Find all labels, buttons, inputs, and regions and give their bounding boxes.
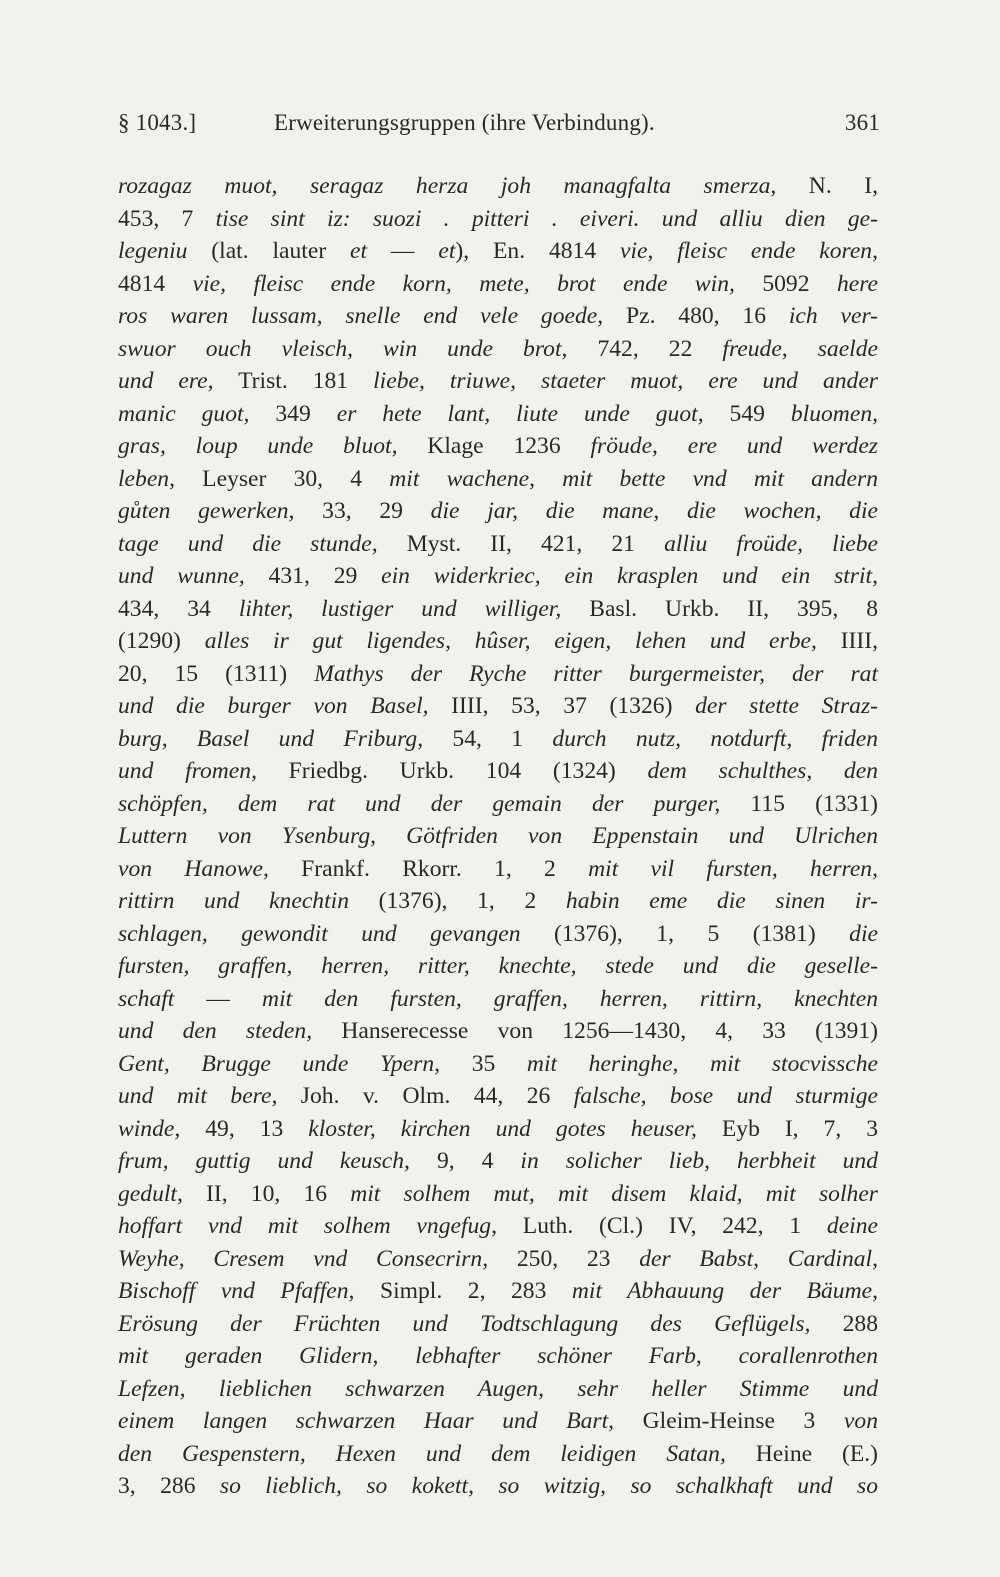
text-line bbox=[118, 1178, 878, 1211]
roman-text: Frankf. Rkorr. 1, 2 bbox=[268, 855, 589, 882]
italic-text: ein widerkriec, ein krasplen und ein strit, bbox=[381, 563, 879, 589]
italic-text: swuor ouch vleisch, win unde brot, bbox=[118, 335, 568, 362]
roman-text: N. I, bbox=[776, 173, 878, 199]
italic-text: ros waren lussam, snelle end vele goede, bbox=[118, 303, 604, 329]
italic-text: kloster, kirchen und gotes heuser, bbox=[308, 1115, 697, 1142]
italic-text: mit geraden Glidern, lebhafter schöner Farb, corallenrothen bbox=[118, 1343, 878, 1369]
italic-text: freude, saelde bbox=[722, 335, 878, 362]
italic-text: fursten, graffen, herren, ritter, knechte, stede und die geselle- bbox=[118, 953, 878, 979]
roman-text: 349 bbox=[249, 400, 337, 427]
roman-text: 5092 bbox=[734, 270, 837, 297]
roman-text: 20, 15 (1311) bbox=[118, 660, 315, 687]
italic-text: mit heringhe, mit stocvissche bbox=[526, 1050, 878, 1077]
page-number: 361 bbox=[844, 110, 880, 135]
roman-text: 54, 1 bbox=[423, 725, 553, 752]
italic-text: gedult, bbox=[118, 1180, 183, 1207]
roman-text: 3, 286 bbox=[118, 1473, 220, 1499]
italic-text: und mit bere, bbox=[118, 1083, 278, 1109]
text-line bbox=[118, 495, 878, 528]
italic-text: Luttern von Ysenburg, Götfriden von Eppenstain und Ulrichen bbox=[118, 823, 878, 849]
text-line bbox=[118, 950, 878, 983]
roman-text: 549 bbox=[703, 400, 791, 427]
text-line bbox=[118, 918, 878, 951]
text-line bbox=[118, 593, 878, 626]
text-line bbox=[118, 1113, 878, 1146]
italic-text: schöpfen, dem rat und der gemain der purger, bbox=[118, 790, 721, 817]
italic-text: winde, bbox=[118, 1115, 181, 1142]
italic-text: und die burger von Basel, bbox=[118, 693, 429, 719]
roman-text: — bbox=[174, 985, 263, 1012]
italic-text: so lieblich, so kokett, so witzig, so schalkhaft und so bbox=[219, 1473, 878, 1499]
italic-text: fröude, ere und werdez bbox=[590, 433, 878, 459]
italic-text: die bbox=[849, 920, 878, 947]
roman-text: Friedbg. Urkb. 104 (1324) bbox=[256, 758, 648, 784]
text-line bbox=[118, 300, 878, 333]
text-line bbox=[118, 1080, 878, 1113]
italic-text: ich ver- bbox=[788, 303, 879, 329]
italic-text: und den steden, bbox=[118, 1018, 313, 1044]
italic-text: schaft bbox=[118, 985, 175, 1012]
italic-text: lihter, lustiger und williger, bbox=[238, 595, 562, 622]
text-line bbox=[118, 1015, 878, 1048]
text-line bbox=[118, 820, 878, 853]
text-line bbox=[118, 1438, 878, 1471]
italic-text: rozagaz muot, seragaz herza joh managfalta smerza, bbox=[118, 173, 777, 199]
roman-text: 33, 29 bbox=[294, 498, 431, 524]
text-line bbox=[118, 268, 878, 301]
italic-text: tage und die stunde, bbox=[118, 530, 378, 557]
roman-text: (1376), 1, 2 bbox=[349, 888, 566, 914]
roman-text: IIII, 53, 37 (1326) bbox=[428, 693, 696, 719]
roman-text: 434, 34 bbox=[118, 595, 239, 622]
text-line bbox=[118, 983, 878, 1016]
roman-text: IIII, bbox=[816, 628, 878, 654]
italic-text: durch nutz, notdurft, friden bbox=[552, 725, 879, 752]
text-line bbox=[118, 1470, 878, 1503]
italic-text: et bbox=[350, 238, 368, 264]
roman-text: Leyser 30, 4 bbox=[175, 465, 390, 492]
italic-text: et bbox=[438, 238, 456, 264]
italic-text: falsche, bose und sturmige bbox=[573, 1083, 878, 1109]
italic-text: Weyhe, Cresem vnd Consecrirn, bbox=[118, 1245, 489, 1272]
roman-text: Luth. (Cl.) IV, 242, 1 bbox=[497, 1213, 827, 1239]
text-line bbox=[118, 625, 878, 658]
italic-text: habin eme die sinen ir- bbox=[565, 888, 878, 914]
italic-text: mit Abhauung der Bäume, bbox=[571, 1278, 879, 1304]
text-line bbox=[118, 723, 878, 756]
italic-text: Mathys der Ryche ritter burgermeister, der rat bbox=[314, 660, 878, 687]
italic-text: von Hanowe, bbox=[118, 855, 269, 882]
text-line bbox=[118, 658, 878, 691]
roman-text: Trist. 181 bbox=[213, 368, 374, 394]
italic-text: von bbox=[843, 1408, 878, 1434]
italic-text: der Babst, Cardinal, bbox=[639, 1245, 879, 1272]
italic-text: schlagen, gewondit und gevangen bbox=[118, 920, 521, 947]
roman-text: Gleim-Heinse 3 bbox=[614, 1408, 844, 1434]
italic-text: in solicher lieb, herbheit und bbox=[520, 1148, 879, 1174]
text-line bbox=[118, 365, 878, 398]
italic-text: dem schulthes, den bbox=[647, 758, 878, 784]
italic-text: hoffart vnd mit solhem vngefug, bbox=[118, 1213, 498, 1239]
italic-text: mit wachene, mit bette vnd mit andern bbox=[389, 465, 878, 492]
text-line bbox=[118, 1210, 878, 1243]
italic-text: tise sint iz: suozi . pitteri . eiveri. und alliu dien ge- bbox=[215, 205, 878, 232]
italic-text: manic guot, bbox=[118, 400, 250, 427]
italic-text: Gent, Brugge unde Ypern, bbox=[118, 1050, 441, 1077]
text-line bbox=[118, 1308, 878, 1341]
roman-text: — bbox=[367, 238, 439, 264]
text-line bbox=[118, 203, 878, 236]
italic-text: frum, guttig und keusch, bbox=[118, 1148, 410, 1174]
text-line bbox=[118, 1275, 878, 1308]
roman-text: Hanserecesse von 1256—1430, 4, 33 (1391) bbox=[312, 1018, 878, 1044]
italic-text: vie, fleisc ende koren, bbox=[620, 238, 879, 264]
italic-text: alles ir gut ligendes, hûser, eigen, lehen und erbe, bbox=[204, 628, 817, 654]
roman-text: Myst. II, 421, 21 bbox=[377, 530, 665, 557]
text-line bbox=[118, 853, 878, 886]
italic-text: den Gespenstern, Hexen und dem leidigen Satan, bbox=[118, 1440, 726, 1467]
text-line bbox=[118, 170, 878, 203]
section-reference: § 1043.] bbox=[118, 110, 197, 135]
roman-text: 431, 29 bbox=[244, 563, 382, 589]
roman-text: II, 10, 16 bbox=[182, 1180, 351, 1207]
italic-text: gůten gewerken, bbox=[118, 498, 295, 524]
italic-text: here bbox=[836, 270, 879, 297]
italic-text: Lefzen, lieblichen schwarzen Augen, sehr heller Stimme und bbox=[118, 1375, 878, 1402]
roman-text: 250, 23 bbox=[488, 1245, 640, 1272]
roman-text: Basl. Urkb. II, 395, 8 bbox=[561, 595, 878, 622]
text-line bbox=[118, 690, 878, 723]
italic-text: Bischoff vnd Pfaffen, bbox=[118, 1278, 355, 1304]
italic-text: Erösung der Früchten und Todtschlagung des Geflügels, bbox=[118, 1310, 811, 1337]
italic-text: vie, fleisc ende korn, mete, brot ende win, bbox=[192, 270, 735, 297]
roman-text: 35 bbox=[440, 1050, 527, 1077]
roman-text: (lat. lauter bbox=[187, 238, 351, 264]
text-line bbox=[118, 430, 878, 463]
text-line bbox=[118, 1405, 878, 1438]
roman-text: (1290) bbox=[118, 628, 205, 654]
text-line bbox=[118, 1373, 878, 1406]
text-line bbox=[118, 560, 878, 593]
italic-text: mit vil fursten, herren, bbox=[588, 855, 878, 882]
roman-text: Joh. v. Olm. 44, 26 bbox=[277, 1083, 574, 1109]
italic-text: burg, Basel und Friburg, bbox=[118, 725, 424, 752]
text-line bbox=[118, 333, 878, 366]
text-line bbox=[118, 463, 878, 496]
italic-text: und ere, bbox=[118, 368, 214, 394]
italic-text: legeniu bbox=[118, 238, 188, 264]
italic-text: liebe, triuwe, staeter muot, ere und ander bbox=[373, 368, 878, 394]
italic-text: leben, bbox=[118, 465, 175, 492]
roman-text: 9, 4 bbox=[409, 1148, 521, 1174]
italic-text: mit den fursten, graffen, herren, rittirn, knechten bbox=[262, 985, 878, 1012]
text-line bbox=[118, 398, 878, 431]
text-line bbox=[118, 1243, 878, 1276]
roman-text: 4814 bbox=[118, 270, 193, 297]
italic-text: die jar, die mane, die wochen, die bbox=[430, 498, 878, 524]
italic-text: einem langen schwarzen Haar und Bart, bbox=[118, 1408, 615, 1434]
roman-text: (1376), 1, 5 (1381) bbox=[520, 920, 850, 947]
roman-text: 453, 7 bbox=[118, 205, 216, 232]
roman-text: 49, 13 bbox=[180, 1115, 309, 1142]
text-line bbox=[118, 528, 878, 561]
roman-text: Simpl. 2, 283 bbox=[354, 1278, 572, 1304]
text-line bbox=[118, 1048, 878, 1081]
roman-text: 115 (1331) bbox=[720, 790, 879, 817]
italic-text: mit solhem mut, mit disem klaid, mit solher bbox=[350, 1180, 878, 1207]
text-line bbox=[118, 235, 878, 268]
italic-text: und wunne, bbox=[118, 563, 245, 589]
text-line bbox=[118, 755, 878, 788]
running-title: Erweiterungsgruppen (ihre Verbindung). bbox=[274, 110, 655, 135]
roman-text: ), En. 4814 bbox=[455, 238, 620, 264]
italic-text: deine bbox=[826, 1213, 878, 1239]
italic-text: gras, loup unde bluot, bbox=[118, 433, 398, 459]
italic-text: rittirn und knechtin bbox=[118, 888, 349, 914]
roman-text: Pz. 480, 16 bbox=[603, 303, 789, 329]
roman-text: 288 bbox=[810, 1310, 879, 1337]
text-line bbox=[118, 885, 878, 918]
roman-text: Heine (E.) bbox=[725, 1440, 878, 1467]
text-line bbox=[118, 1145, 878, 1178]
roman-text: 742, 22 bbox=[567, 335, 723, 362]
italic-text: der stette Straz- bbox=[695, 693, 878, 719]
roman-text: Eyb I, 7, 3 bbox=[696, 1115, 879, 1142]
roman-text: Klage 1236 bbox=[397, 433, 591, 459]
italic-text: und fromen, bbox=[118, 758, 257, 784]
italic-text: bluomen, bbox=[790, 400, 879, 427]
text-line bbox=[118, 788, 878, 821]
italic-text: er hete lant, liute unde guot, bbox=[336, 400, 704, 427]
body-text bbox=[118, 170, 878, 1503]
italic-text: alliu froüde, liebe bbox=[664, 530, 878, 557]
text-line bbox=[118, 1340, 878, 1373]
running-header bbox=[118, 108, 880, 138]
